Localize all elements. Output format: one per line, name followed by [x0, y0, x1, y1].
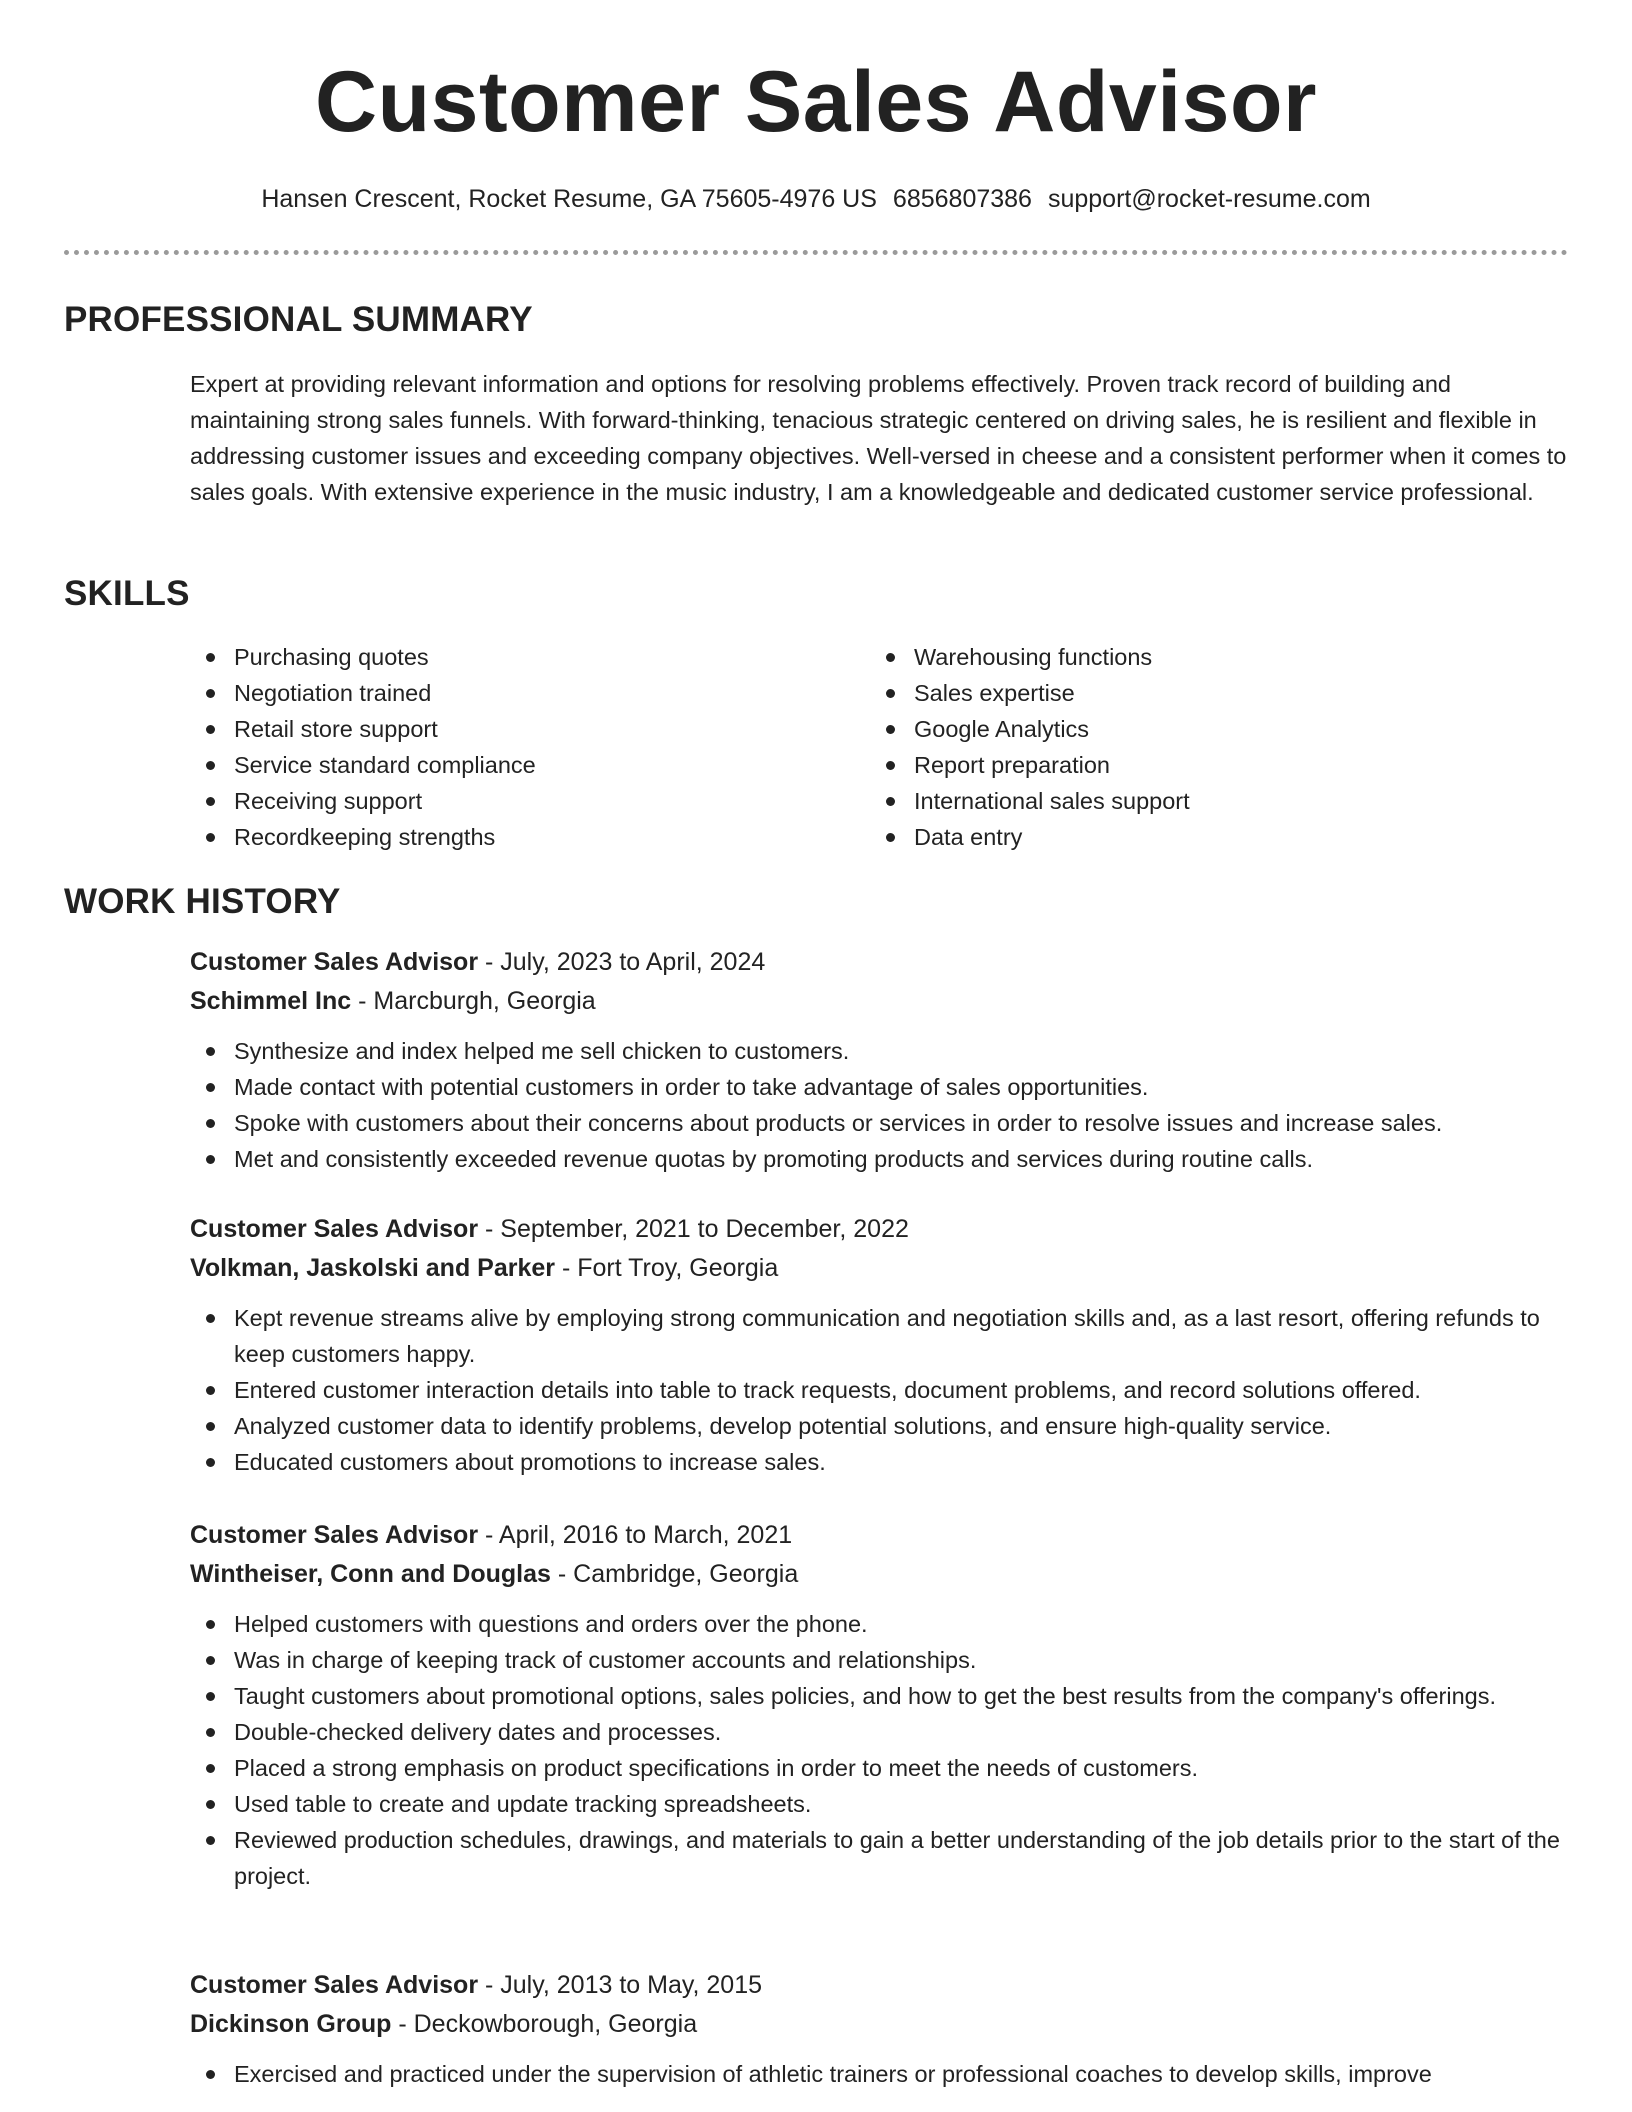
- skill-item: Warehousing functions: [870, 639, 1550, 675]
- job-title-line: [190, 1966, 1570, 2005]
- job-entry: [190, 1210, 1570, 1480]
- job-duty: Double-checked delivery dates and processes.: [190, 1714, 1570, 1750]
- job-duty: Exercised and practiced under the supervision of athletic trainers or professional coaches to develop skills, improve: [190, 2056, 1570, 2092]
- skill-item: Recordkeeping strengths: [190, 819, 870, 855]
- job-role: Customer Sales Advisor: [190, 948, 479, 976]
- job-duty: Spoke with customers about their concerns about products or services in order to resolve issues and increase sales.: [190, 1105, 1570, 1141]
- job-location: - Fort Troy, Georgia: [555, 1254, 779, 1282]
- job-title-line: [190, 1210, 1570, 1249]
- job-duty: Analyzed customer data to identify problems, develop potential solutions, and ensure high-quality service.: [190, 1408, 1570, 1444]
- job-duties: [190, 1033, 1570, 1177]
- job-role: Customer Sales Advisor: [190, 1215, 479, 1243]
- resume-name: Customer Sales Advisor: [315, 54, 1317, 150]
- job-duties: [190, 1606, 1570, 1894]
- job-company-line: [190, 1555, 1570, 1594]
- job-entry: [190, 1516, 1570, 1894]
- work-history-heading: WORK HISTORY: [64, 882, 341, 921]
- contact-email: support@rocket-resume.com: [1047, 185, 1371, 213]
- job-title-line: [190, 943, 1570, 982]
- job-duty: Taught customers about promotional options, sales policies, and how to get the best results from the company's offerings.: [190, 1678, 1570, 1714]
- job-duties: [190, 2056, 1570, 2092]
- skill-item: Google Analytics: [870, 711, 1550, 747]
- job-duties: [190, 1300, 1570, 1480]
- skills-heading: SKILLS: [64, 574, 190, 613]
- skill-item: Data entry: [870, 819, 1550, 855]
- job-company: Volkman, Jaskolski and Parker: [190, 1254, 556, 1282]
- job-dates: - July, 2013 to May, 2015: [478, 1971, 763, 1999]
- summary-text: Expert at providing relevant information and options for resolving problems effectively. Proven track record of building and maintaining strong sales funnels. With forward-thinking, tenacious strategic centered on driving sales, he is resilient and flexible in addressing customer issues and exceeding company objectives. Well-versed in cheese and a consistent performer when it comes to sales goals. With extensive experience in the music industry, I am a knowledgeable and dedicated customer service professional.: [190, 371, 1567, 505]
- job-entry: [190, 1966, 1570, 2092]
- job-duty: Placed a strong emphasis on product specifications in order to meet the needs of customers.: [190, 1750, 1570, 1786]
- skill-item: Purchasing quotes: [190, 639, 870, 675]
- skills-column-left: [190, 639, 870, 855]
- header-divider: [64, 250, 1568, 255]
- job-duty: Kept revenue streams alive by employing strong communication and negotiation skills and, as a last resort, offering refunds to keep customers happy.: [190, 1300, 1570, 1372]
- skill-item: Retail store support: [190, 711, 870, 747]
- job-location: - Marcburgh, Georgia: [351, 987, 596, 1015]
- summary-heading: PROFESSIONAL SUMMARY: [64, 300, 533, 339]
- job-entry: [190, 943, 1570, 1177]
- job-dates: - April, 2016 to March, 2021: [478, 1521, 793, 1549]
- skill-item: Sales expertise: [870, 675, 1550, 711]
- contact-address: Hansen Crescent, Rocket Resume, GA 75605-4976 US: [261, 185, 877, 213]
- job-title-line: [190, 1516, 1570, 1555]
- job-role: Customer Sales Advisor: [190, 1521, 479, 1549]
- job-company-line: [190, 1249, 1570, 1288]
- job-company: Schimmel Inc: [190, 987, 352, 1015]
- job-dates: - July, 2023 to April, 2024: [478, 948, 766, 976]
- skill-item: Negotiation trained: [190, 675, 870, 711]
- job-duty: Met and consistently exceeded revenue quotas by promoting products and services during routine calls.: [190, 1141, 1570, 1177]
- job-duty: Helped customers with questions and orders over the phone.: [190, 1606, 1570, 1642]
- job-company: Wintheiser, Conn and Douglas: [190, 1560, 551, 1588]
- job-dates: - September, 2021 to December, 2022: [478, 1215, 909, 1243]
- job-company-line: [190, 982, 1570, 1021]
- skills-column-right: [870, 639, 1550, 855]
- contact-line: [0, 183, 1632, 215]
- job-duty: Was in charge of keeping track of customer accounts and relationships.: [190, 1642, 1570, 1678]
- job-company: Dickinson Group: [190, 2010, 392, 2038]
- contact-phone: 6856807386: [892, 185, 1032, 213]
- job-duty: Used table to create and update tracking spreadsheets.: [190, 1786, 1570, 1822]
- skill-item: International sales support: [870, 783, 1550, 819]
- skill-item: Report preparation: [870, 747, 1550, 783]
- job-duty: Synthesize and index helped me sell chicken to customers.: [190, 1033, 1570, 1069]
- job-location: - Cambridge, Georgia: [550, 1560, 799, 1588]
- job-role: Customer Sales Advisor: [190, 1971, 479, 1999]
- skill-item: Receiving support: [190, 783, 870, 819]
- job-duty: Reviewed production schedules, drawings, and materials to gain a better understanding of the job details prior to the start of the project.: [190, 1822, 1570, 1894]
- job-duty: Educated customers about promotions to increase sales.: [190, 1444, 1570, 1480]
- job-location: - Deckowborough, Georgia: [391, 2010, 698, 2038]
- job-duty: Entered customer interaction details into table to track requests, document problems, and record solutions offered.: [190, 1372, 1570, 1408]
- skills-list: [190, 639, 1570, 855]
- job-company-line: [190, 2005, 1570, 2044]
- job-duty: Made contact with potential customers in order to take advantage of sales opportunities.: [190, 1069, 1570, 1105]
- skill-item: Service standard compliance: [190, 747, 870, 783]
